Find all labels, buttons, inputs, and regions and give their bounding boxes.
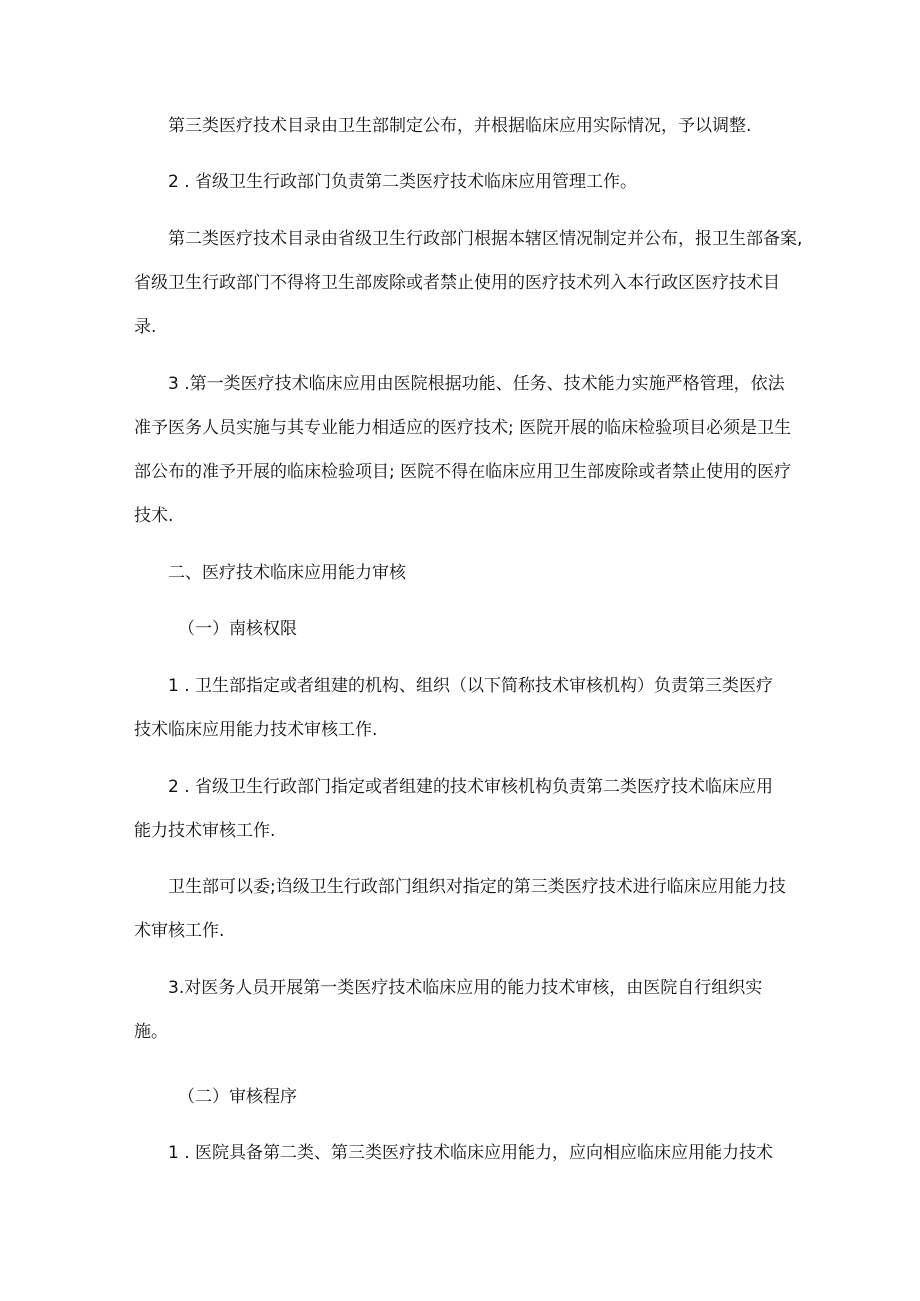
paragraph-line: 准予医务人员实施与其专业能力相适应的医疗技术; 医院开展的临床检验项目必须是卫生 <box>134 418 792 438</box>
list-item-line: 3 .第一类医疗技术临床应用由医院根据功能、任务、技术能力实施严格管理，依法 <box>168 374 785 394</box>
section-heading: 二、医疗技术临床应用能力审核 <box>168 563 406 583</box>
list-item-line: 2 . 省级卫生行政部门负责第二类医疗技术临床应用管理工作。 <box>168 172 638 192</box>
list-item-line: 1 . 卫生部指定或者组建的机构、组织（以下简称技术审核机构）负责第三类医疗 <box>168 676 774 696</box>
paragraph-line: 施。 <box>134 1022 168 1042</box>
paragraph-line: 第二类医疗技术目录由省级卫生行政部门根据本辖区情况制定并公布，报卫生部备案, <box>168 229 803 249</box>
paragraph-line: 技术. <box>134 506 174 526</box>
list-item-line: 3.对医务人员开展第一类医疗技术临床应用的能力技术审核，由医院自行组织实 <box>168 978 763 998</box>
paragraph-line: 技术临床应用能力技术审核工作. <box>134 720 378 740</box>
paragraph-line: 术审核工作. <box>134 921 225 941</box>
paragraph-line: 省级卫生行政部门不得将卫生部废除或者禁止使用的医疗技术列入本行政区医疗技术目 <box>134 273 780 293</box>
paragraph-line: 部公布的准予开展的临床检验项目; 医院不得在临床应用卫生部废除或者禁止使用的医疗 <box>134 462 792 482</box>
subsection-heading: （一）南核权限 <box>178 619 297 639</box>
subsection-heading: （二）审核程序 <box>178 1087 297 1107</box>
paragraph-line: 能力技术审核工作. <box>134 821 276 841</box>
list-item-line: 1 . 医院具备第二类、第三类医疗技术临床应用能力，应向相应临床应用能力技术 <box>168 1143 774 1163</box>
paragraph-line: 卫生部可以委;诌级卫生行政部门组织对指定的第三类医疗技术进行临床应用能力技 <box>168 877 786 897</box>
paragraph-line: 第三类医疗技术目录由卫生部制定公布，并根据临床应用实际情况，予以调整. <box>168 116 752 136</box>
paragraph-line: 录. <box>134 317 157 337</box>
list-item-line: 2 . 省级卫生行政部门指定或者组建的技术审核机构负责第二类医疗技术临床应用 <box>168 777 774 797</box>
